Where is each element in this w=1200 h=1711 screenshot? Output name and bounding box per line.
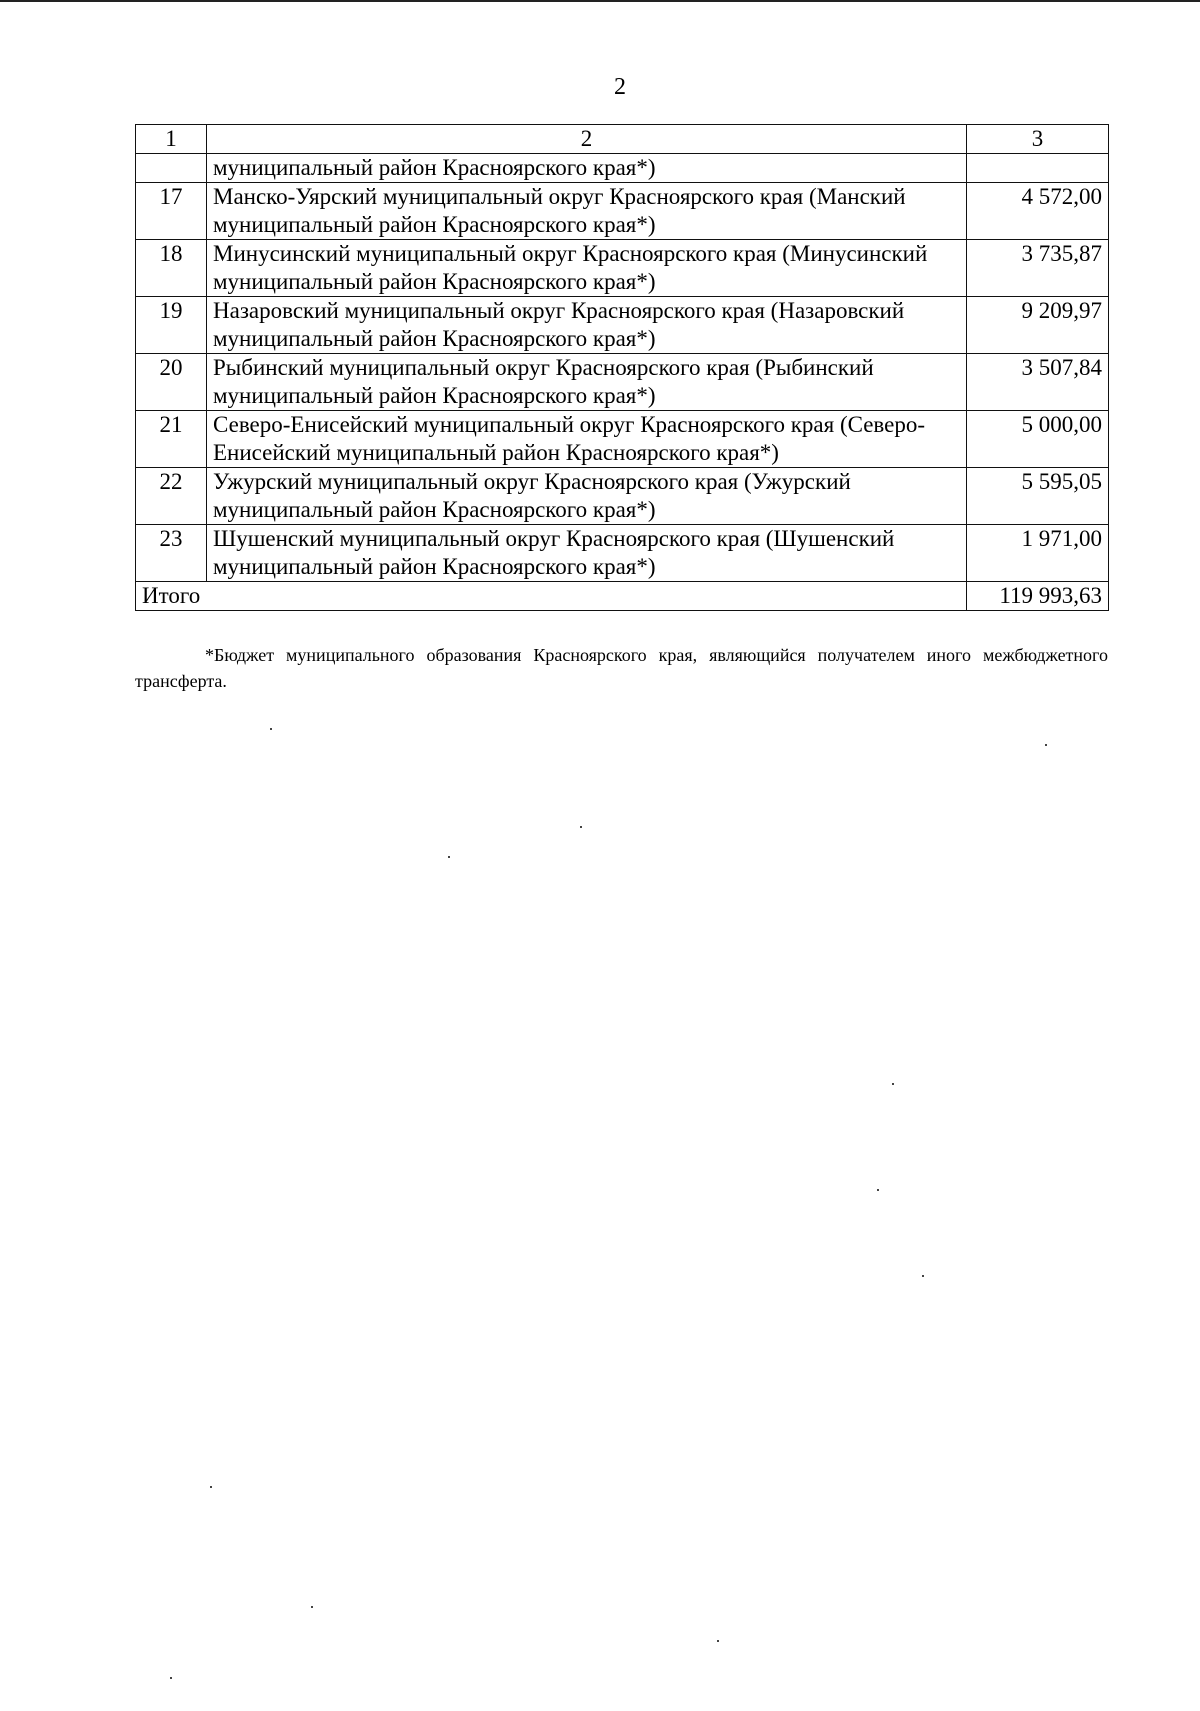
table-row-continuation	[136, 154, 1109, 183]
row-number-cell: 22	[136, 468, 207, 525]
name-line: муниципальный район Красноярского края*)	[213, 497, 656, 522]
amount-cell: 5 000,00	[967, 411, 1109, 468]
name-line: Ужурский муниципальный округ Красноярского края (Ужурский	[213, 469, 851, 494]
name-line: Енисейский муниципальный район Красноярского края*)	[213, 440, 779, 465]
name-line: муниципальный район Красноярского края*)	[213, 554, 656, 579]
name-line: муниципальный район Красноярского края*)	[213, 269, 656, 294]
municipality-name-cell	[207, 354, 967, 411]
page-number: 2	[614, 74, 626, 100]
column-header-name: 2	[207, 125, 967, 154]
name-line: муниципальный район Красноярского края*)	[213, 383, 656, 408]
name-line: муниципальный район Красноярского края*)	[213, 212, 656, 237]
row-number-cell: 21	[136, 411, 207, 468]
municipality-name-cell	[207, 183, 967, 240]
scan-speck	[922, 1275, 924, 1277]
table-row	[136, 297, 1109, 354]
scan-speck	[311, 1606, 313, 1608]
name-line: Манско-Уярский муниципальный округ Красноярского края (Манский	[213, 184, 906, 209]
municipality-name-cell	[207, 240, 967, 297]
amount-cell: 9 209,97	[967, 297, 1109, 354]
table-row	[136, 468, 1109, 525]
column-header-number: 1	[136, 125, 207, 154]
scan-speck	[892, 1083, 894, 1085]
transfer-table	[135, 124, 1109, 611]
table-row	[136, 183, 1109, 240]
table-row	[136, 240, 1109, 297]
table-row	[136, 354, 1109, 411]
amount-cell: 3 735,87	[967, 240, 1109, 297]
table-total-row	[136, 582, 1109, 611]
name-line: Шушенский муниципальный округ Красноярского края (Шушенский	[213, 526, 895, 551]
total-label: Итого	[136, 582, 967, 611]
amount-cell	[967, 154, 1109, 183]
row-number-cell: 17	[136, 183, 207, 240]
row-number-cell: 19	[136, 297, 207, 354]
municipality-name-cell	[207, 411, 967, 468]
municipality-name-cell	[207, 297, 967, 354]
scan-speck	[210, 1486, 212, 1488]
name-line: муниципальный район Красноярского края*)	[213, 326, 656, 351]
scan-speck	[717, 1640, 719, 1642]
name-line: Назаровский муниципальный округ Красноярского края (Назаровский	[213, 298, 905, 323]
row-number-cell: 20	[136, 354, 207, 411]
row-number-cell: 18	[136, 240, 207, 297]
row-number-cell: 23	[136, 525, 207, 582]
total-amount: 119 993,63	[967, 582, 1109, 611]
municipality-name-cell	[207, 525, 967, 582]
footnote: *Бюджет муниципального образования Красноярского края, являющийся получателем иного межбюджетного трансферта.	[135, 645, 1108, 691]
amount-cell: 1 971,00	[967, 525, 1109, 582]
name-line: Минусинский муниципальный округ Красноярского края (Минусинский	[213, 241, 928, 266]
name-line: Северо-Енисейский муниципальный округ Красноярского края (Северо-	[213, 412, 926, 437]
table-header-row	[136, 125, 1109, 154]
amount-cell: 3 507,84	[967, 354, 1109, 411]
scan-speck	[580, 826, 582, 828]
table-row	[136, 525, 1109, 582]
municipality-name-cell	[207, 468, 967, 525]
scan-speck	[877, 1189, 879, 1191]
name-line: Рыбинский муниципальный округ Красноярского края (Рыбинский	[213, 355, 874, 380]
amount-cell: 4 572,00	[967, 183, 1109, 240]
top-border-line	[0, 0, 1200, 2]
scan-speck	[1045, 744, 1047, 746]
row-number-cell	[136, 154, 207, 183]
scan-speck	[448, 856, 450, 858]
column-header-amount: 3	[967, 125, 1109, 154]
municipality-name-cell: муниципальный район Красноярского края*)	[207, 154, 967, 183]
scan-speck	[270, 728, 272, 730]
table-row	[136, 411, 1109, 468]
amount-cell: 5 595,05	[967, 468, 1109, 525]
scan-speck	[170, 1677, 172, 1679]
